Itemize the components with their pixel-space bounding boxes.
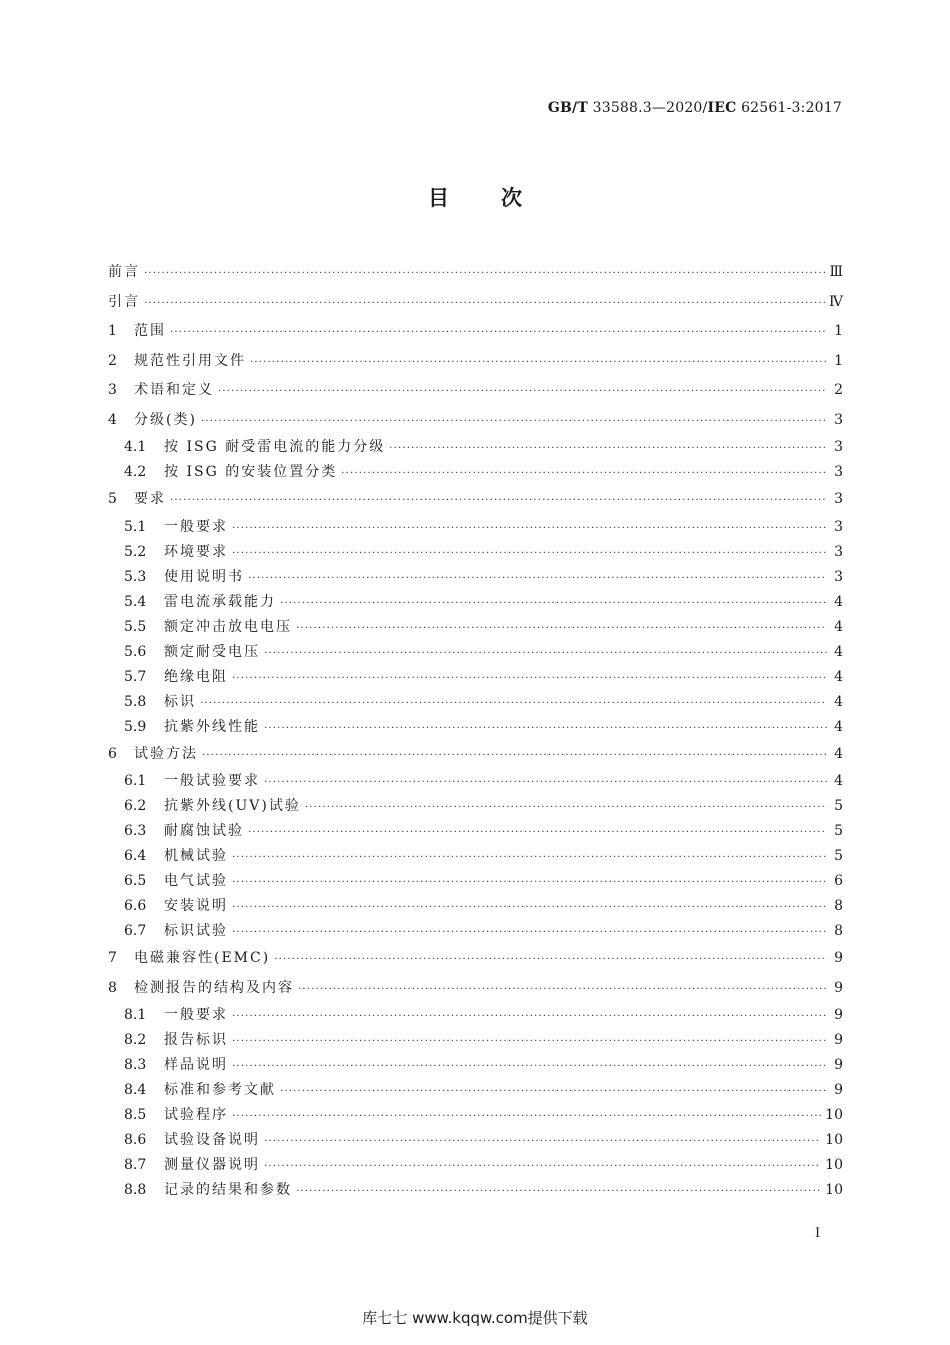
toc-dot-leader — [144, 289, 825, 319]
toc-entry-label: 机械试验 — [164, 848, 228, 864]
toc-entry[interactable] — [108, 819, 843, 844]
toc-entry-label: 按 ISG 的安装位置分类 — [164, 464, 338, 480]
toc-entry-number: 6.1 — [124, 773, 147, 789]
toc-entry[interactable] — [108, 640, 843, 665]
toc-entry-label: 额定冲击放电电压 — [164, 618, 292, 635]
toc-entry-number: 5.8 — [124, 693, 147, 710]
toc-entry[interactable] — [108, 794, 843, 819]
toc-entry-page: 4 — [834, 668, 843, 685]
toc-entry-page: Ⅲ — [829, 264, 843, 280]
toc-entry-page: 9 — [834, 979, 843, 996]
toc-entry[interactable] — [108, 844, 843, 869]
toc-entry-label: 测量仪器说明 — [164, 1157, 260, 1173]
toc-entry-page: 3 — [834, 491, 843, 507]
toc-entry-number: 8.4 — [124, 1082, 147, 1098]
toc-dot-leader — [232, 845, 827, 870]
toc-dot-leader — [232, 1004, 827, 1029]
toc-entry[interactable] — [108, 406, 843, 436]
toc-entry[interactable] — [108, 974, 843, 1004]
toc-entry-number: 8 — [108, 979, 117, 996]
toc-entry[interactable] — [108, 944, 843, 974]
toc-entry-label: 试验设备说明 — [164, 1132, 260, 1148]
toc-entry-page: 3 — [834, 464, 843, 480]
toc-entry-page: 3 — [834, 439, 843, 455]
toc-entry-page: 5 — [834, 823, 843, 839]
toc-entry-number: 4.1 — [124, 439, 147, 455]
toc-entry[interactable] — [108, 1128, 843, 1153]
toc-entry-page: 8 — [834, 898, 843, 914]
toc-entry-label: 要求 — [134, 491, 166, 507]
toc-entry-label: 按 ISG 耐受雷电流的能力分级 — [164, 439, 386, 455]
toc-entry-page: 4 — [834, 643, 843, 660]
toc-entry-label: 抗紫外线(UV)试验 — [164, 798, 301, 814]
toc-dot-leader — [232, 666, 827, 691]
toc-entry-label: 规范性引用文件 — [134, 352, 246, 369]
toc-entry[interactable] — [108, 540, 843, 565]
toc-entry[interactable] — [108, 769, 843, 794]
download-footer: 库七七 www.kqqw.com提供下载 — [362, 1309, 588, 1327]
toc-entry-number: 6.4 — [124, 848, 147, 864]
toc-dot-leader — [389, 436, 827, 461]
toc-entry[interactable] — [108, 288, 843, 318]
toc-dot-leader — [264, 770, 827, 795]
toc-entry-number: 8.3 — [124, 1057, 147, 1073]
toc-entry[interactable] — [108, 715, 843, 740]
toc-entry-number: 5 — [108, 491, 117, 507]
toc-entry-number: 6.6 — [124, 898, 147, 914]
toc-entry-number: 5.2 — [124, 543, 147, 560]
toc-entry-page: 4 — [834, 718, 843, 735]
toc-entry-page: 3 — [834, 543, 843, 560]
toc-entry-page: 4 — [834, 593, 843, 610]
toc-entry-label: 引言 — [108, 293, 140, 310]
toc-entry-label: 检测报告的结构及内容 — [134, 979, 294, 996]
toc-entry-page: 4 — [834, 693, 843, 710]
toc-entry-number: 5.7 — [124, 668, 147, 685]
toc-entry[interactable] — [108, 740, 843, 770]
toc-entry-label: 雷电流承载能力 — [164, 593, 276, 610]
standard-header — [548, 100, 842, 116]
toc-entry-number: 8.8 — [124, 1182, 147, 1198]
toc-entry-label: 试验程序 — [164, 1107, 228, 1123]
toc-dot-leader — [200, 691, 827, 716]
toc-entry-page: 1 — [834, 323, 843, 339]
toc-entry-page: 9 — [834, 950, 843, 966]
toc-entry-page: 10 — [825, 1182, 843, 1198]
toc-dot-leader — [170, 318, 827, 348]
toc-entry-page: 3 — [834, 568, 843, 585]
toc-entry-number: 6.7 — [124, 923, 147, 939]
toc-entry-label: 电气试验 — [164, 873, 228, 889]
toc-entry[interactable] — [108, 435, 843, 460]
toc-entry[interactable] — [108, 460, 843, 485]
toc-entry-number: 5.5 — [124, 618, 147, 635]
toc-entry-label: 前言 — [108, 264, 140, 280]
toc-entry[interactable] — [108, 1103, 843, 1128]
toc-dot-leader — [232, 870, 827, 895]
toc-entry[interactable] — [108, 1028, 843, 1053]
toc-dot-leader — [264, 1154, 821, 1179]
toc-entry[interactable] — [108, 1003, 843, 1028]
toc-entry[interactable] — [108, 515, 843, 540]
toc-entry-number: 6.2 — [124, 798, 147, 814]
toc-entry-number: 8.1 — [124, 1007, 147, 1023]
toc-entry-label: 分级(类) — [134, 411, 197, 428]
toc-entry[interactable] — [108, 565, 843, 590]
toc-entry-label: 标识试验 — [164, 923, 228, 939]
toc-entry[interactable] — [108, 1078, 843, 1103]
toc-entry[interactable] — [108, 590, 843, 615]
toc-entry-page: 4 — [834, 773, 843, 789]
toc-entry[interactable] — [108, 1053, 843, 1078]
toc-entry-label: 范围 — [134, 323, 166, 339]
toc-entry-page: 9 — [834, 1032, 843, 1048]
toc-entry-page: 5 — [834, 798, 843, 814]
toc-entry[interactable] — [108, 894, 843, 919]
toc-dot-leader — [232, 895, 827, 920]
toc-entry[interactable] — [108, 347, 843, 377]
toc-dot-leader — [341, 461, 827, 486]
toc-entry-number: 8.6 — [124, 1132, 147, 1148]
toc-dot-leader — [202, 741, 827, 771]
toc-entry-page: 3 — [834, 411, 843, 428]
toc-entry-number: 1 — [108, 323, 117, 339]
toc-entry-number: 7 — [108, 950, 117, 966]
standard-prefix: GB/T — [547, 100, 588, 116]
toc-entry-number: 5.3 — [124, 568, 147, 585]
toc-entry-page: 10 — [825, 1132, 843, 1148]
toc-entry-label: 电磁兼容性(EMC) — [134, 950, 271, 966]
toc-dot-leader — [170, 486, 827, 516]
toc-entry-label: 试验方法 — [134, 745, 198, 762]
toc-entry-number: 4 — [108, 411, 117, 428]
toc-entry-number: 6.5 — [124, 873, 147, 889]
toc-entry[interactable] — [108, 665, 843, 690]
toc-entry-label: 报告标识 — [164, 1032, 228, 1048]
toc-entry[interactable] — [108, 485, 843, 515]
toc-dot-leader — [296, 1179, 821, 1204]
toc-entry-label: 耐腐蚀试验 — [164, 823, 244, 839]
toc-dot-leader — [264, 716, 827, 741]
toc-dot-leader — [232, 1054, 827, 1079]
toc-entry-number: 4.2 — [124, 464, 147, 480]
toc-dot-leader — [232, 920, 827, 945]
toc-entry[interactable] — [108, 615, 843, 640]
toc-dot-leader — [280, 1079, 827, 1104]
toc-entry-page: 2 — [834, 382, 843, 398]
toc-entry-label: 额定耐受电压 — [164, 643, 260, 660]
toc-entry[interactable] — [108, 690, 843, 715]
standard-number: 33588.3—2020/ — [592, 100, 708, 116]
toc-dot-leader — [264, 1129, 821, 1154]
toc-entry-number: 6 — [108, 745, 117, 762]
toc-entry-number: 8.5 — [124, 1107, 147, 1123]
toc-entry[interactable] — [108, 1178, 843, 1203]
toc-entry[interactable] — [108, 258, 843, 288]
toc-entry-label: 标准和参考文献 — [164, 1082, 276, 1098]
toc-dot-leader — [248, 820, 827, 845]
toc-dot-leader — [248, 566, 827, 591]
toc-entry-label: 使用说明书 — [164, 568, 244, 585]
toc-dot-leader — [201, 407, 827, 437]
toc-entry-label: 术语和定义 — [134, 382, 214, 398]
toc-entry-page: 9 — [834, 1007, 843, 1023]
toc-dot-leader — [232, 1029, 827, 1054]
toc-entry-number: 3 — [108, 382, 117, 398]
toc-entry-number: 8.7 — [124, 1157, 147, 1173]
toc-entry-number: 2 — [108, 352, 117, 369]
toc-dot-leader — [280, 591, 827, 616]
toc-entry-number: 5.9 — [124, 718, 147, 735]
toc-entry-page: 5 — [834, 848, 843, 864]
toc-entry-page: 8 — [834, 923, 843, 939]
iec-number: 62561-3:2017 — [741, 100, 842, 116]
toc-entry-label: 抗紫外线性能 — [164, 718, 260, 735]
toc-entry-page: 9 — [834, 1057, 843, 1073]
toc-dot-leader — [274, 945, 827, 975]
page-title: 目次 — [428, 186, 574, 210]
toc-entry-number: 5.4 — [124, 593, 147, 610]
toc-entry-page: 10 — [825, 1107, 843, 1123]
toc-dot-leader — [232, 1104, 821, 1129]
table-of-contents — [108, 258, 843, 1203]
toc-entry-page: 1 — [834, 352, 843, 369]
iec-prefix: IEC — [707, 100, 737, 116]
toc-dot-leader — [298, 975, 827, 1005]
toc-entry[interactable] — [108, 1153, 843, 1178]
toc-entry-page: 6 — [834, 873, 843, 889]
toc-dot-leader — [250, 348, 827, 378]
toc-entry-label: 一般要求 — [164, 1007, 228, 1023]
toc-entry-label: 标识 — [164, 693, 196, 710]
toc-entry-label: 绝缘电阻 — [164, 668, 228, 685]
page-number: I — [815, 1226, 821, 1241]
toc-entry-label: 一般要求 — [164, 518, 228, 535]
toc-dot-leader — [296, 616, 827, 641]
toc-entry-number: 8.2 — [124, 1032, 147, 1048]
toc-entry-label: 样品说明 — [164, 1057, 228, 1073]
toc-dot-leader — [144, 259, 825, 289]
toc-entry-page: Ⅳ — [829, 293, 843, 310]
toc-entry-page: 4 — [834, 618, 843, 635]
toc-entry-number: 5.6 — [124, 643, 147, 660]
toc-entry-page: 4 — [834, 745, 843, 762]
toc-dot-leader — [218, 377, 827, 407]
toc-entry[interactable] — [108, 317, 843, 347]
toc-dot-leader — [232, 516, 827, 541]
toc-entry[interactable] — [108, 869, 843, 894]
toc-dot-leader — [264, 641, 827, 666]
toc-entry-label: 一般试验要求 — [164, 773, 260, 789]
toc-entry-page: 10 — [825, 1157, 843, 1173]
toc-entry-label: 安装说明 — [164, 898, 228, 914]
toc-dot-leader — [232, 541, 827, 566]
toc-dot-leader — [305, 795, 827, 820]
toc-entry-number: 5.1 — [124, 518, 147, 535]
toc-entry-number: 6.3 — [124, 823, 147, 839]
toc-entry-page: 3 — [834, 518, 843, 535]
toc-entry[interactable] — [108, 919, 843, 944]
toc-entry-page: 9 — [834, 1082, 843, 1098]
toc-entry-label: 记录的结果和参数 — [164, 1182, 292, 1198]
toc-entry-label: 环境要求 — [164, 543, 228, 560]
toc-entry[interactable] — [108, 376, 843, 406]
